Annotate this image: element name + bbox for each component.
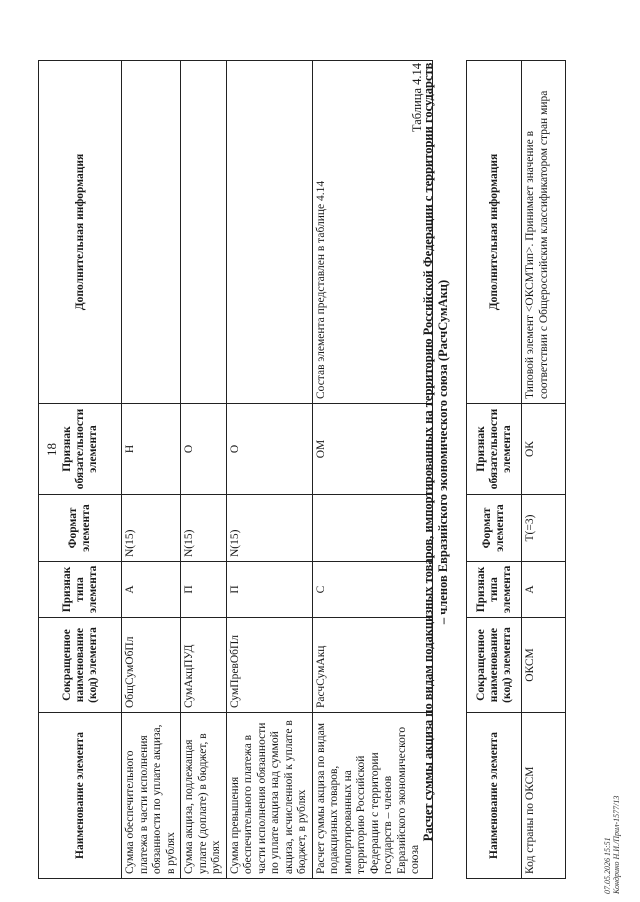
header-code: Сокращенное наименование (код) элемента bbox=[39, 618, 122, 713]
cell-type: П bbox=[226, 562, 312, 618]
header-mandatory: Признак обязательности элемента bbox=[467, 404, 522, 495]
header-format: Формат элемента bbox=[467, 495, 522, 562]
cell-code: СумАкцПУД bbox=[181, 618, 227, 713]
cell-info: Состав элемента представлен в таблице 4.14 bbox=[312, 61, 432, 404]
table-row bbox=[181, 61, 227, 879]
cell-code: РасчСумАкц bbox=[312, 618, 432, 713]
cell-format: T(=3) bbox=[522, 495, 566, 562]
cell-info bbox=[122, 61, 181, 404]
cell-info bbox=[226, 61, 312, 404]
table2-header-row bbox=[467, 61, 522, 879]
document-stamp bbox=[603, 796, 621, 894]
cell-info: Типовой элемент <ОКСМТип>. Принимает значение в соответствии с Общероссийским классификатором стран мира bbox=[522, 61, 566, 404]
cell-mandatory: Н bbox=[122, 404, 181, 495]
cell-name: Сумма превышения обеспечительного платежа в части исполнения обязанности по уплате акциза над суммой акциза, исчисленной к уплате в бюджет, в рублях bbox=[226, 713, 312, 879]
cell-info bbox=[181, 61, 227, 404]
cell-name: Сумма обеспечительного платежа в части исполнения обязанности по уплате акциза, в рублях bbox=[122, 713, 181, 879]
stamp-date: 07.05.2026 15:51 bbox=[603, 837, 612, 894]
header-code: Сокращенное наименование (код) элемента bbox=[467, 618, 522, 713]
header-type: Признак типа элемента bbox=[467, 562, 522, 618]
table-row bbox=[312, 61, 432, 879]
cell-mandatory: ОК bbox=[522, 404, 566, 495]
cell-name: Код страны по ОКСМ bbox=[522, 713, 566, 879]
elements-table-continued bbox=[38, 60, 433, 879]
header-format: Формат элемента bbox=[39, 495, 122, 562]
table2-heading: Расчет суммы акциза по видам подакцизных товаров, импортированных на территорию Российской Федерации с территории государств – членов Евразийского экономического союза (РасчСумАкц) bbox=[421, 62, 450, 842]
cell-mandatory: О bbox=[226, 404, 312, 495]
table-row bbox=[122, 61, 181, 879]
cell-type: С bbox=[312, 562, 432, 618]
header-info: Дополнительная информация bbox=[467, 61, 522, 404]
cell-name: Сумма акциза, подлежащая уплате (доплате) в бюджет, в рублях bbox=[181, 713, 227, 879]
header-mandatory: Признак обязательности элемента bbox=[39, 404, 122, 495]
cell-name: Расчет суммы акциза по видам подакцизных товаров, импортированных на территорию Российской Федерации с территории государств – членов Евразийского экономического союза bbox=[312, 713, 432, 879]
table1-header-row bbox=[39, 61, 122, 879]
page-number: 18 bbox=[44, 443, 59, 456]
cell-code: СумПревОбПл bbox=[226, 618, 312, 713]
stamp-author: Кондрико Н.И./Прил-1577/13 bbox=[612, 795, 621, 894]
header-name: Наименование элемента bbox=[39, 713, 122, 879]
table-row bbox=[226, 61, 312, 879]
table-row bbox=[522, 61, 566, 879]
table-label: Таблица 4.14 bbox=[410, 63, 424, 133]
cell-code: ОбщСумОбПл bbox=[122, 618, 181, 713]
cell-type: П bbox=[181, 562, 227, 618]
cell-code: ОКСМ bbox=[522, 618, 566, 713]
cell-type: А bbox=[522, 562, 566, 618]
header-type: Признак типа элемента bbox=[39, 562, 122, 618]
country-elements-table bbox=[466, 60, 566, 879]
cell-format: N(15) bbox=[226, 495, 312, 562]
cell-mandatory: О bbox=[181, 404, 227, 495]
cell-format: N(15) bbox=[181, 495, 227, 562]
cell-mandatory: ОМ bbox=[312, 404, 432, 495]
cell-format bbox=[312, 495, 432, 562]
header-info: Дополнительная информация bbox=[39, 61, 122, 404]
cell-type: А bbox=[122, 562, 181, 618]
header-name: Наименование элемента bbox=[467, 713, 522, 879]
cell-format: N(15) bbox=[122, 495, 181, 562]
